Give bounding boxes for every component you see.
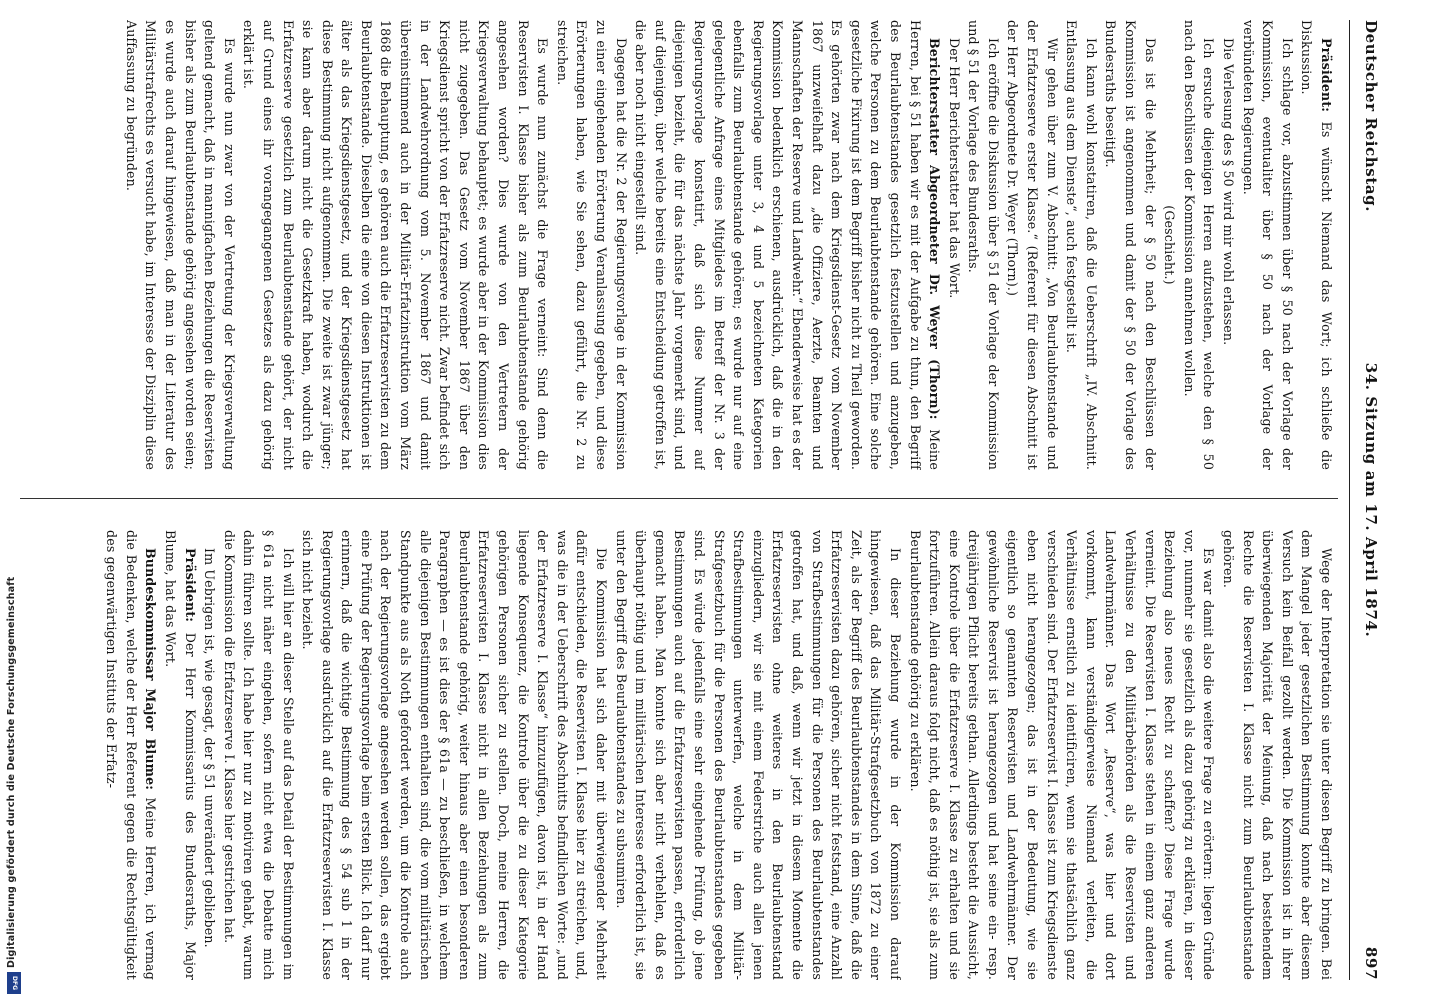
header-page-number: 897 [1362, 946, 1380, 980]
paragraph-text: Dagegen hat die Nr. 2 der Regierungsvorlage in der Kommission zu einer eingehenden Erörterung Veranlassung gegeben, und diese Erörterungen haben, wie Sie sehen, dazu geführt, die Nr. 2 zu streichen. [554, 20, 629, 470]
paragraph [1062, 20, 1101, 470]
paragraph-text: Wir gehen über zum V. Abschnitt: „Von Beurlaubtenstande und der Erfatzreserve erster Klasse.“ (Referent für diesen Abschnitt ist der Herr Abgeordnete Dr. Weyer (Thorn).) [1005, 20, 1060, 470]
paragraph [611, 530, 905, 980]
speaker-name: Präsident: [1319, 38, 1334, 113]
footer-credit: Digitalisierung gefördert durch die Deutsche Forschungsgemeinschaft [6, 576, 17, 968]
paragraph [552, 20, 630, 470]
paragraph [1218, 20, 1238, 470]
paragraph-text: Ich ersuche diejenigen Herren aufzustehen, welche den § 50 nach den Beschlüssen der Kommission annehmen wollen. [1181, 20, 1217, 470]
paragraph-text: Der Herr Berichterstatter hat das Wort. [946, 38, 962, 299]
paragraph [944, 20, 964, 470]
paragraph [964, 20, 1003, 470]
paragraph [1101, 20, 1160, 470]
paragraph-text: Die Verlesung des § 50 wird mir wohl erlassen. [1221, 38, 1237, 346]
speaker-name: Bundeskommissar Major Blume: [143, 548, 159, 791]
paragraph-text: Es wünscht Niemand das Wort; ich schließe die Diskussion. [1299, 20, 1334, 470]
paragraph-text: Meine Herren, ich vermag die Bedenken, welche der Herr Referent gegen die Rechtsgültigkeit des gegenwärtigen Instituts der Erfatz- [104, 530, 159, 980]
paragraph [1003, 20, 1062, 470]
paragraph-text: Im Uebrigen ist, wie gesagt, der § 51 unverändert geblieben. [202, 548, 218, 948]
paragraph [102, 530, 161, 980]
paragraph-text: Meine Herren, bei § 51 haben wir es mit der Aufgabe zu thun, den Begriff des Beurlaubtenstandes gesetzlich festzustellen und anzugeben, welche Personen zu dem Beurlaubtenstande gehören. Eine solche gesetzliche Fixirung ist dem Begriff bisher nicht zu Theil geworden. Es gehörten zwar nach dem Kriegsdienst-Gesetz vom November 1867 unzweifelhaft dazu „die Offiziere, Aerzte, Beamten und Mannschaften der Reserve und Landwehr.“ Ebenderweise hat es der Kommission bedenklich erschienen, ausdrücklich, daß die in den Regierungsvorlage unter 3, 4 und 5 bezeichneten Kategorien ebenfalls zum Beurlaubtenstande gehören; es wurde nur auf eine gelegentliche Anfrage eines Mitgliedes im Betreff der Nr. 3 der Regierungsvorlage konstatirt, daß sich diese Nummer auf diejenigen bezieht, die für das nächste Jahr vorgemerkt sind, und auf diejenigen, über welche bereits eine Entscheidung getroffen ist, die aber noch nicht eingestellt sind. [633, 20, 943, 470]
right-text-column [26, 530, 1336, 980]
left-text-column [26, 20, 1336, 470]
speaker-name: Präsident: [182, 548, 198, 623]
paragraph [219, 530, 297, 980]
paragraph [1218, 530, 1336, 980]
paragraph-text: Die Kommission hat sich daher mit überwiegender Mehrheit dafür entschieden, die Reservisten I. Klasse hier zu streichen, und, was die in der Ueberschrift des Abschnitts befindlichen Worte: „und der Erfatzreserve I. Klasse“ hinzuzufügen, davon ist, in der Hand liegende Konsequenz, die Kontrole über die zu dieser Kategorie gehörigen Personen sicher zu stellen. Doch, meine Herren, die Erfatzreservisten I. Klasse nicht in allen Beziehungen als zum Beurlaubtenstande gehörig, weiter hinaus aber einen besonderen Paragraphen — es ist dies der § 61a — zu beschließen, in welchem alle diejenigen Bestimmungen enthalten sind, die vom militärischen Standpunkte aus als Noth gefordert werden, um die Kontrole auch nach der Regierungsvorlage angesehen werden sollen, das ergiebt eine Prüfung der Regierungsvorlage beim ersten Blick. Ich darf nur erinnern, daß die wichtige Bestimmung des § 54 sub 1 in der Regierungsvorlage ausdrücklich auf die Erfatzreservisten I. Klasse sich nicht bezieht. [300, 530, 610, 980]
paragraph-text: In dieser Beziehung wurde in der Kommission darauf hingewiesen, daß das Militär-Strafgesetzbuch von 1872 zu einer Zeit, als der Begriff des Beurlaubtenstandes in dem Sinne, daß die Erfatzreservisten dazu gehören, sicher nicht feststand, eine Anzahl von Strafbestimmungen für die Personen des Beurlaubtenstandes getroffen hat, und daß, wenn wir jetzt in diesem Momente die Erfatzreservisten ohne weiteres in den Beurlaubtenstand einzugliedern, wir sie mit einem Federstriche auch allen jenen Strafbestimmungen unterwerfen, welche in dem Militär-Strafgesetzbuch für die Personen des Beurlaubtenstandes gegeben sind. Es würde jedenfalls eine sehr eingehende Prüfung, ob jene Bestimmungen auch auf die Erfatzreservisten passen, erforderlich gemacht haben. Man konnte sich aber nicht verhehlen, daß es überhaupt nöthig und im militärischen Interesse erforderlich ist, sie unter den Begriff des Beurlaubtenstandes zu subsumiren. [613, 530, 903, 980]
paragraph [239, 20, 553, 470]
paragraph-text: Wege der Interpretation sie unter diesen Begriff zu bringen. Bei dem Mangel jeder gesetzlichen Bestimmung konnte aber diesem Versuch kein Beifall gezollt werden. Die Kommission ist in ihrer überwiegenden Majorität der Meinung, daß nach bestehendem Rechte die Reservisten I. Klasse nicht zum Beurlaubtenstande gehören. [1221, 530, 1334, 980]
paragraph-text: Das ist die Mehrheit; der § 50 nach den Beschlüssen der Kommission ist angenommen und damit der § 50 der Vorlage des Bundesraths beseitigt. [1103, 20, 1158, 470]
paragraph [160, 530, 199, 980]
page-header [1349, 20, 1410, 980]
paragraph [298, 530, 612, 980]
paragraph-text: Der Herr Kommissarius des Bundesraths, Major Blume, hat das Wort. [162, 530, 198, 980]
paragraph [1297, 20, 1336, 470]
paragraph-text: Es wurde nun zunächst die Frage verneint: Sind denn die Reservisten I. Klasse bisher als zum Beurlaubtenstande gehörig angesehen worden? Dies wurde von den Vertretern der Kriegsverwaltung behauptet; es wurde aber in der Kommission dies nicht zugegeben. Das Gesetz vom November 1867 über den Kriegsdienst spricht von der Erfatzreserve nicht. Zwar befindet sich in der Landwehrordnung vom 5. November 1867 und damit übereinstimmend auch in der Militär-Erfatzinstruktion vom März 1868 die Behauptung, es gehören auch die Erfatzreservisten zu dem Beurlaubtenstande. Dieselben die eine von diesen Instruktionen ist älter als das Kriegsdienstgesetz, und der Kriegsdienstgesetz hat diese Bestimmung nicht aufgenommen. Die zweite ist zwar jünger; sie kann aber darum nicht die Gesetzkraft haben, wodurch die Erfatzreserve gesetzlich zum Beurlaubtenstande gehört, der nicht auf Grund eines ihr vorangegangenen Gesetzes als dazu gehörig erklärt ist. [241, 20, 551, 470]
paragraph [200, 530, 220, 980]
paragraph-text: Ich schlage vor, abzustimmen über § 50 nach der Vorlage der Kommission, eventualiter über § 50 nach der Vorlage der verbündeten Regierungen. [1240, 20, 1295, 470]
paragraph-text: Es war damit also die weitere Frage zu erörtern: liegen Gründe vor, nunmehr sie gesetzlich als dazu gehörig zu erklären, in dieser Beziehung also neues Recht zu schaffen? Diese Frage wurde verneint. Die Reservisten I. Klasse stehen in einem ganz anderen Verhältnisse zu den Militärbehörden als die Reservisten und Landwehrmänner. Das Wort „Reserve“, was hier und dort vorkommt, kann verständigerweise Niemand verleiten, die Verhältnisse ernstlich zu identificiren, wenn sie thatsächlich ganz verschieden sind. Der Erfatzreservist I. Klasse ist zum Kriegsdienste eben nicht herangezogen; das ist in der Bedeutung, wie sie eigentlich so genannten Reservisten und Landwehrmänner. Der gewöhnliche Reservist ist herangezogen und hat seine ein- resp. dreijährigen Pflicht bereits gethan. Allerdings besteht die Aussicht, eine Kontrole über die Erfatzreserve I. Klasse zu erhalten und sie fortzuführen. Allein daraus folgt nicht, daß es nöthig ist, sie als zum Beurlaubtenstande gehörig zu erklären. [907, 530, 1217, 980]
paragraph [905, 530, 1219, 980]
paragraph [1179, 20, 1218, 470]
paragraph [631, 20, 945, 470]
stage-direction: (Geschieht.) [1162, 205, 1178, 285]
paragraph [121, 20, 239, 470]
speaker-name: Berichterstatter Abgeordneter Dr. Weyer (Thorn): [927, 38, 943, 420]
header-session: 34. Sitzung am 17. April 1874. [1362, 362, 1380, 638]
paragraph [1238, 20, 1297, 470]
column-divider [20, 498, 1338, 499]
paragraph-text: Ich eröffne die Diskussion über § 51 der Vorlage der Kommission und § 51 der Vorlage des Bundesraths. [966, 20, 1001, 470]
header-publication: Deutscher Reichstag. [1362, 20, 1380, 213]
dfg-logo: DFG [7, 972, 21, 994]
paragraph-text: Ich kann wohl konstatiren, daß die Ueberschrift „IV. Abschnitt. Entlassung aus dem Dienste“, auch festgestellt ist. [1064, 20, 1099, 470]
paragraph-text: Ich will hier an dieser Stelle auf das Detail der Bestimmungen im § 61a nicht näher eingehen, sofern nicht etwa die Debatte mich dahin führen sollte. Ich habe hier nur zu motiviren gehabt, warum die Kommission die Erfatzreserve I. Klasse hier gestrichen hat. [221, 530, 296, 980]
paragraph-text: Es wurde nun zwar von der Vertretung der Kriegsverwaltung geltend gemacht, daß in mannigfachen Beziehungen die Reservisten bisher als zum Beurlaubtenstande gehörig angesehen worden seien; es wurde auch darauf hingewiesen, daß man in der Literatur des Militärstrafrechts es versucht habe, im Interesse der Disziplin diese Auffassung zu begründen. [123, 20, 237, 470]
digitization-footer [6, 0, 22, 1000]
